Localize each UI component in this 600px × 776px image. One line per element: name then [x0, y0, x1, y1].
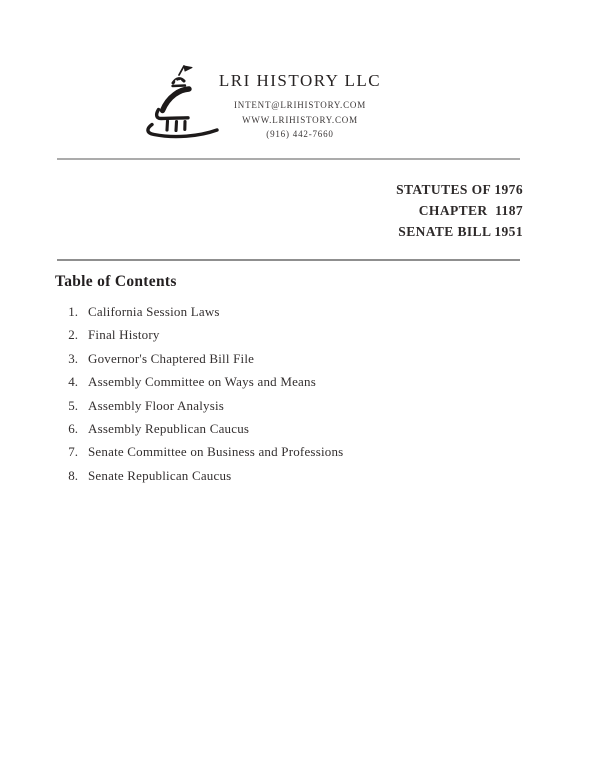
toc-list [58, 304, 343, 491]
senate-bill-line: SENATE BILL 1951 [398, 224, 523, 239]
toc-item-label: Governor's Chaptered Bill File [88, 350, 255, 366]
toc-item-number: 1. [68, 304, 78, 319]
toc-item-number: 3. [68, 350, 78, 366]
toc-item [58, 304, 343, 327]
toc-item-number: 7. [68, 444, 78, 460]
toc-item [58, 421, 343, 444]
company-name: LRI HISTORY LLC [218, 71, 382, 90]
toc-item-label: Final History [88, 327, 160, 343]
toc-item-label: Assembly Floor Analysis [88, 397, 225, 413]
chapter-line: CHAPTER 1187 [418, 203, 523, 218]
toc-item-number: 8. [68, 467, 78, 483]
toc-item [58, 398, 343, 421]
toc-item [58, 468, 343, 491]
toc-item-number: 5. [68, 397, 78, 413]
toc-item [58, 351, 343, 374]
toc-item [58, 444, 343, 467]
toc-item-label: Senate Committee on Business and Professions [88, 444, 344, 460]
divider-bottom [57, 259, 520, 261]
toc-item-label: Senate Republican Caucus [88, 467, 232, 483]
toc-item-label: Assembly Committee on Ways and Means [88, 374, 316, 390]
statute-reference [396, 179, 523, 242]
toc-item-number: 4. [68, 374, 78, 390]
toc-item [58, 374, 343, 397]
statutes-line: STATUTES OF 1976 [396, 182, 523, 197]
company-phone: (916) 442-7660 [266, 129, 334, 139]
toc-heading: Table of Contents [55, 273, 177, 290]
toc-item-number: 2. [68, 327, 78, 343]
company-website: WWW.LRIHISTORY.COM [242, 114, 358, 125]
toc-item-label: Assembly Republican Caucus [88, 420, 250, 436]
toc-item-label: California Session Laws [88, 304, 220, 319]
divider-top [57, 158, 520, 160]
toc-item-number: 6. [68, 420, 78, 436]
letterhead [0, 70, 600, 142]
toc-item [58, 327, 343, 350]
company-email: INTENT@LRIHISTORY.COM [233, 100, 366, 110]
